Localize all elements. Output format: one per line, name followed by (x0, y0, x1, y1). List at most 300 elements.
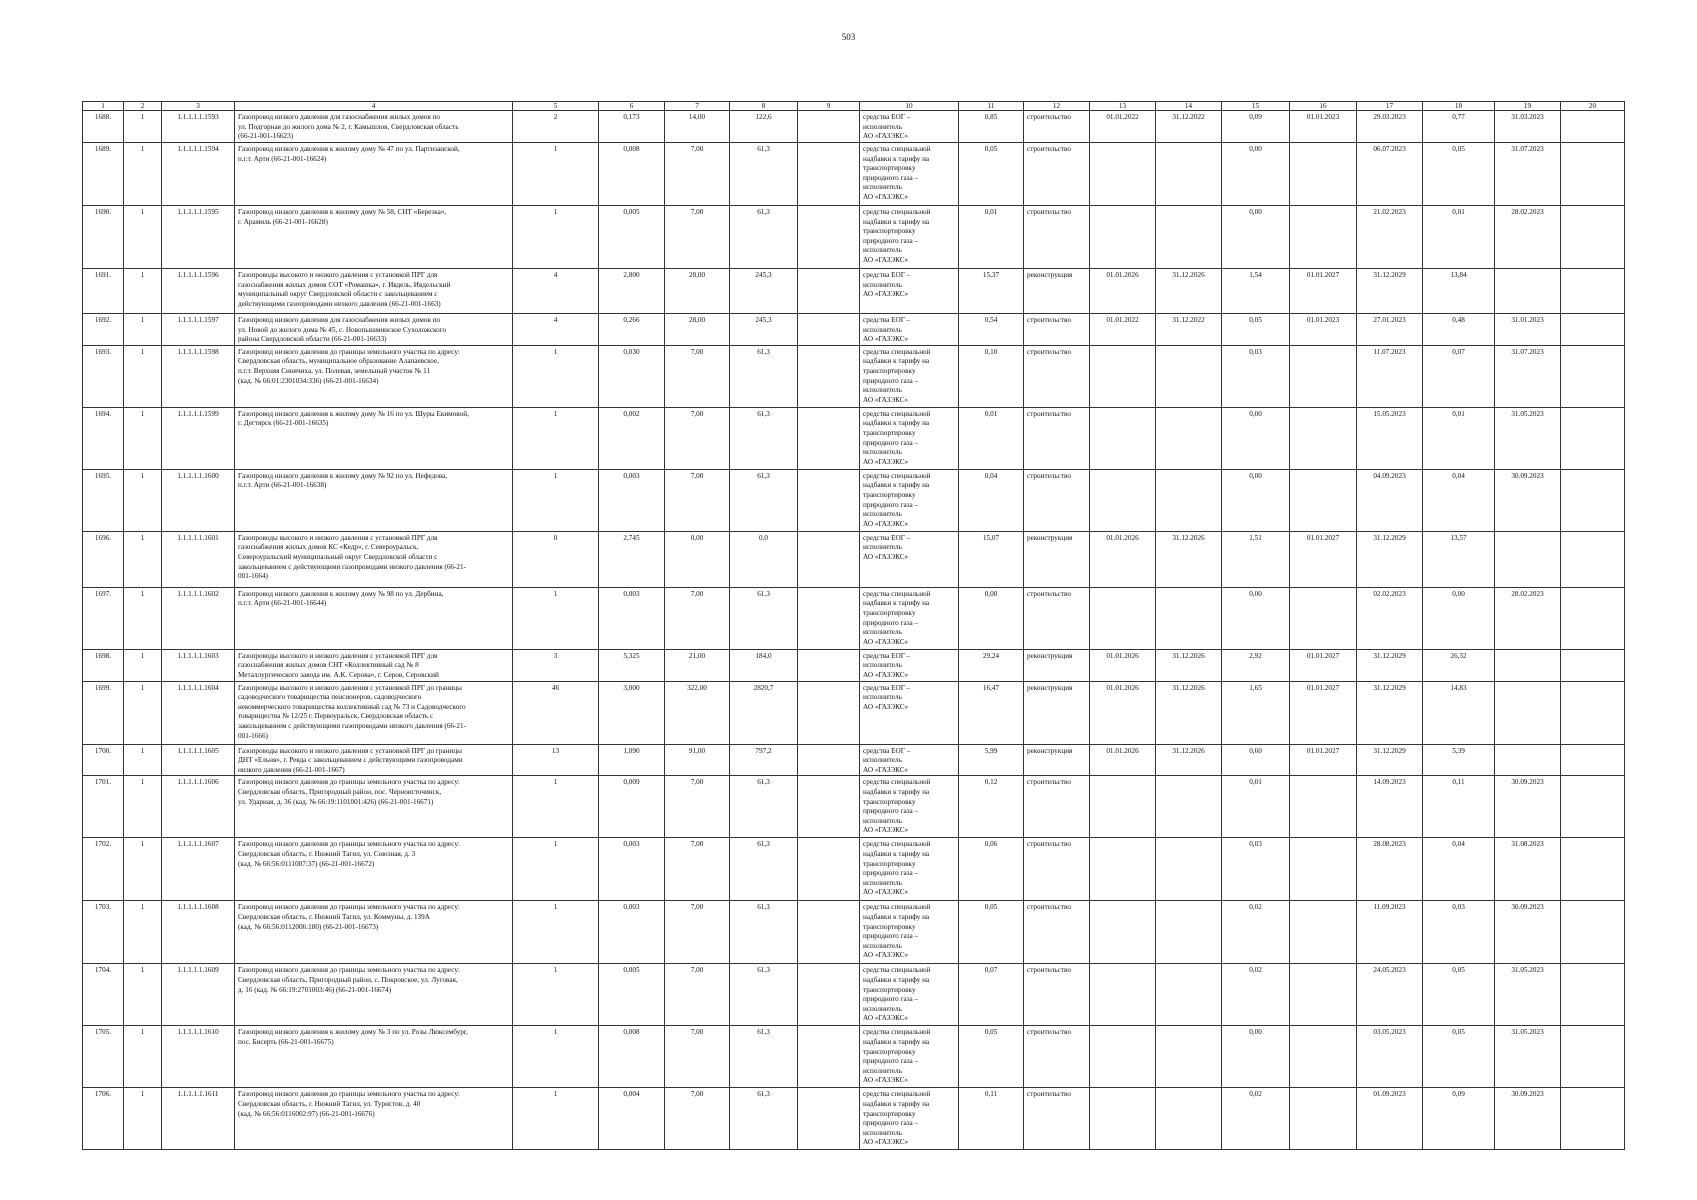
cell-value-col-7: 7,00 (665, 587, 730, 649)
cell-value-col-9 (798, 407, 860, 469)
cell-value-col-15: 0,09 (1222, 111, 1290, 143)
cell-value-col-15: 0,00 (1222, 407, 1290, 469)
cell-row-number: 1696. (83, 531, 124, 587)
cell-value-col-8: 61,3 (730, 143, 798, 206)
cell-funding-source: средства специальной надбавки к тарифу на транспортировку природного газа – исполнитель АО «ГАЗЭКС» (860, 901, 959, 964)
cell-value-col-9 (798, 587, 860, 649)
cell-project-description: Газопровод низкого давления для газоснабжения жилых домов по ул. Новой до жилого дома № 45, с. Новопышминское Сухоложского района Свердловской области (66-21-001-16633) (235, 314, 513, 346)
cell-date-col-19 (1495, 269, 1561, 314)
cell-end-date (1156, 345, 1222, 407)
cell-value-col-7: 7,00 (665, 1088, 730, 1150)
cell-project-description: Газопровод низкого давления к жилому дому № 98 по ул. Дербина, п.г.т. Арти (66-21-001-16644) (235, 587, 513, 649)
cell-value-col-18: 0,48 (1423, 314, 1495, 346)
cell-date-col-16: 01.01.2023 (1290, 314, 1357, 346)
cell-date-col-17: 27.01.2023 (1357, 314, 1423, 346)
cell-value-col-20 (1561, 649, 1625, 681)
cell-value-col-18: 14,83 (1423, 681, 1495, 744)
cell-value-col-6: 0,030 (599, 345, 665, 407)
cell-value-col-7: 28,00 (665, 269, 730, 314)
cell-date-col-16 (1290, 407, 1357, 469)
cell-value-col-8: 61,3 (730, 469, 798, 531)
cell-start-date (1090, 469, 1156, 531)
cell-date-col-17: 14.09.2023 (1357, 776, 1423, 838)
cell-value-col-5: 1 (513, 964, 599, 1026)
cell-row-number: 1699. (83, 681, 124, 744)
table-row (83, 1088, 1625, 1150)
cell-end-date: 31.12.2026 (1156, 269, 1222, 314)
cell-value-col-20 (1561, 1088, 1625, 1150)
cell-start-date (1090, 587, 1156, 649)
cell-value-col-9 (798, 206, 860, 269)
column-header-16: 16 (1290, 102, 1357, 111)
cell-date-col-16 (1290, 345, 1357, 407)
cell-value-col-11: 0,11 (959, 1088, 1024, 1150)
cell-row-number: 1695. (83, 469, 124, 531)
cell-value-col-9 (798, 143, 860, 206)
cell-work-type: реконструкция (1024, 269, 1090, 314)
cell-value-col-6: 2,745 (599, 531, 665, 587)
cell-value-col-9 (798, 964, 860, 1026)
cell-value-col-5: 1 (513, 901, 599, 964)
cell-project-code: 1.1.1.1.1.1596 (162, 269, 235, 314)
cell-date-col-19 (1495, 649, 1561, 681)
table-row (83, 206, 1625, 269)
cell-start-date (1090, 776, 1156, 838)
cell-category-code: 1 (124, 269, 162, 314)
cell-date-col-19 (1495, 744, 1561, 776)
cell-date-col-16 (1290, 206, 1357, 269)
cell-value-col-8: 184,0 (730, 649, 798, 681)
cell-project-code: 1.1.1.1.1.1599 (162, 407, 235, 469)
cell-start-date (1090, 1088, 1156, 1150)
cell-end-date: 31.12.2022 (1156, 111, 1222, 143)
cell-value-col-15: 0,01 (1222, 776, 1290, 838)
cell-end-date (1156, 901, 1222, 964)
cell-start-date (1090, 143, 1156, 206)
cell-work-type: реконструкция (1024, 744, 1090, 776)
cell-value-col-5: 2 (513, 111, 599, 143)
cell-project-description: Газопроводы высокого и низкого давления с установкой ПРГ для газоснабжения жилых домов КС «Кедр», г. Североуральск, Североуральский муниципальный округ Свердловской области с закольцеванием с действующими газопроводами низкого давления (66-21- 001-1664) (235, 531, 513, 587)
cell-date-col-16: 01.01.2023 (1290, 111, 1357, 143)
cell-end-date (1156, 206, 1222, 269)
cell-value-col-11: 0,85 (959, 111, 1024, 143)
cell-start-date: 01.01.2022 (1090, 111, 1156, 143)
cell-work-type: реконструкция (1024, 681, 1090, 744)
cell-date-col-19: 30.09.2023 (1495, 776, 1561, 838)
cell-work-type: реконструкция (1024, 531, 1090, 587)
table-row (83, 111, 1625, 143)
cell-date-col-19: 30.09.2023 (1495, 1088, 1561, 1150)
cell-project-code: 1.1.1.1.1.1598 (162, 345, 235, 407)
cell-value-col-5: 13 (513, 744, 599, 776)
cell-value-col-11: 0,05 (959, 901, 1024, 964)
cell-category-code: 1 (124, 1026, 162, 1088)
cell-project-code: 1.1.1.1.1.1610 (162, 1026, 235, 1088)
cell-value-col-11: 29,24 (959, 649, 1024, 681)
cell-value-col-20 (1561, 143, 1625, 206)
cell-value-col-9 (798, 681, 860, 744)
cell-date-col-17: 04.09.2023 (1357, 469, 1423, 531)
cell-end-date (1156, 469, 1222, 531)
cell-date-col-17: 31.12.2029 (1357, 531, 1423, 587)
cell-date-col-19: 31.05.2023 (1495, 407, 1561, 469)
cell-start-date: 01.01.2026 (1090, 531, 1156, 587)
cell-date-col-17: 01.09.2023 (1357, 1088, 1423, 1150)
cell-date-col-19: 30.09.2023 (1495, 901, 1561, 964)
cell-date-col-19: 31.01.2023 (1495, 314, 1561, 346)
table-row (83, 469, 1625, 531)
column-header-6: 6 (599, 102, 665, 111)
cell-value-col-15: 0,05 (1222, 314, 1290, 346)
cell-project-code: 1.1.1.1.1.1609 (162, 964, 235, 1026)
cell-date-col-17: 31.12.2029 (1357, 649, 1423, 681)
table-row (83, 531, 1625, 587)
cell-project-description: Газопроводы высокого и низкого давления с установкой ПРГ до границы садоводческого товарищества пенсионеров, садоводческого некоммерческого товарищества коллективный сад № 73 и Садоводческого товарищества № 12/25 г. Первоуральск, Свердловская область с закольцеванием с действующими газопроводами низкого давления (66-21- 001-1666) (235, 681, 513, 744)
cell-row-number: 1701. (83, 776, 124, 838)
table-row (83, 681, 1625, 744)
cell-date-col-16 (1290, 964, 1357, 1026)
cell-value-col-18: 0,03 (1423, 901, 1495, 964)
cell-category-code: 1 (124, 776, 162, 838)
cell-value-col-9 (798, 531, 860, 587)
cell-project-code: 1.1.1.1.1.1607 (162, 838, 235, 901)
cell-value-col-15: 1,54 (1222, 269, 1290, 314)
cell-value-col-8: 61,3 (730, 1088, 798, 1150)
cell-value-col-9 (798, 1026, 860, 1088)
cell-value-col-15: 0,02 (1222, 964, 1290, 1026)
cell-value-col-7: 28,00 (665, 314, 730, 346)
cell-category-code: 1 (124, 469, 162, 531)
cell-category-code: 1 (124, 681, 162, 744)
cell-date-col-17: 02.02.2023 (1357, 587, 1423, 649)
column-header-5: 5 (513, 102, 599, 111)
cell-row-number: 1705. (83, 1026, 124, 1088)
cell-value-col-5: 1 (513, 587, 599, 649)
table-row (83, 143, 1625, 206)
cell-date-col-17: 31.12.2029 (1357, 269, 1423, 314)
cell-start-date (1090, 964, 1156, 1026)
cell-project-description: Газопровод низкого давления до границы земельного участка по адресу: Свердловская область, г. Нижний Тагил, ул. Союзная, д. 3 (кад. № 66:56:0111007:37) (66-21-001-16672) (235, 838, 513, 901)
cell-category-code: 1 (124, 407, 162, 469)
cell-value-col-6: 0,008 (599, 143, 665, 206)
cell-row-number: 1693. (83, 345, 124, 407)
cell-start-date (1090, 345, 1156, 407)
cell-value-col-20 (1561, 314, 1625, 346)
cell-work-type: строительство (1024, 838, 1090, 901)
cell-start-date (1090, 206, 1156, 269)
cell-value-col-18: 0,00 (1423, 587, 1495, 649)
cell-project-code: 1.1.1.1.1.1601 (162, 531, 235, 587)
cell-category-code: 1 (124, 1088, 162, 1150)
table-row (83, 744, 1625, 776)
cell-funding-source: средства ЕОГ – исполнитель АО «ГАЗЭКС» (860, 744, 959, 776)
cell-end-date: 31.12.2026 (1156, 744, 1222, 776)
cell-value-col-20 (1561, 1026, 1625, 1088)
cell-start-date (1090, 1026, 1156, 1088)
cell-date-col-17: 06.07.2023 (1357, 143, 1423, 206)
cell-value-col-8: 61,3 (730, 964, 798, 1026)
cell-row-number: 1691. (83, 269, 124, 314)
cell-category-code: 1 (124, 838, 162, 901)
cell-start-date (1090, 838, 1156, 901)
cell-value-col-15: 0,00 (1222, 1026, 1290, 1088)
cell-date-col-16: 01.01.2027 (1290, 744, 1357, 776)
cell-funding-source: средства ЕОГ – исполнитель АО «ГАЗЭКС» (860, 269, 959, 314)
cell-value-col-20 (1561, 469, 1625, 531)
cell-date-col-17: 24.05.2023 (1357, 964, 1423, 1026)
cell-value-col-7: 7,00 (665, 407, 730, 469)
column-header-8: 8 (730, 102, 798, 111)
cell-value-col-5: 1 (513, 838, 599, 901)
cell-date-col-16 (1290, 469, 1357, 531)
cell-value-col-11: 0,00 (959, 587, 1024, 649)
cell-value-col-7: 14,00 (665, 111, 730, 143)
cell-project-description: Газопровод низкого давления к жилому дому № 3 по ул. Розы Люксембург, пос. Бисерть (66-21-001-16675) (235, 1026, 513, 1088)
cell-date-col-19: 28.02.2023 (1495, 587, 1561, 649)
cell-date-col-17: 15.05.2023 (1357, 407, 1423, 469)
cell-funding-source: средства ЕОГ – исполнитель АО «ГАЗЭКС» (860, 531, 959, 587)
column-header-10: 10 (860, 102, 959, 111)
cell-value-col-20 (1561, 269, 1625, 314)
cell-value-col-9 (798, 1088, 860, 1150)
cell-project-code: 1.1.1.1.1.1606 (162, 776, 235, 838)
cell-value-col-18: 0,04 (1423, 469, 1495, 531)
cell-value-col-11: 0,12 (959, 776, 1024, 838)
cell-start-date: 01.01.2026 (1090, 681, 1156, 744)
cell-project-code: 1.1.1.1.1.1600 (162, 469, 235, 531)
cell-value-col-7: 0,00 (665, 531, 730, 587)
cell-value-col-5: 46 (513, 681, 599, 744)
cell-value-col-11: 15,37 (959, 269, 1024, 314)
cell-row-number: 1689. (83, 143, 124, 206)
cell-project-code: 1.1.1.1.1.1605 (162, 744, 235, 776)
page-number: 503 (841, 32, 856, 42)
cell-value-col-9 (798, 744, 860, 776)
cell-category-code: 1 (124, 111, 162, 143)
cell-date-col-17: 28.08.2023 (1357, 838, 1423, 901)
column-header-3: 3 (162, 102, 235, 111)
cell-value-col-18: 0,77 (1423, 111, 1495, 143)
cell-value-col-15: 1,65 (1222, 681, 1290, 744)
table-body (83, 111, 1625, 1150)
cell-funding-source: средства ЕОГ – исполнитель АО «ГАЗЭКС» (860, 649, 959, 681)
cell-value-col-8: 122,6 (730, 111, 798, 143)
cell-value-col-9 (798, 901, 860, 964)
cell-date-col-17: 29.03.2023 (1357, 111, 1423, 143)
cell-value-col-18: 0,05 (1423, 964, 1495, 1026)
cell-value-col-6: 1,090 (599, 744, 665, 776)
cell-value-col-15: 0,00 (1222, 206, 1290, 269)
cell-value-col-15: 2,92 (1222, 649, 1290, 681)
cell-date-col-19: 31.08.2023 (1495, 838, 1561, 901)
cell-value-col-11: 0,54 (959, 314, 1024, 346)
cell-project-description: Газопровод низкого давления до границы земельного участка по адресу: Свердловская область, муниципальное образование Алапаевское, п.г.т. Верхняя Синячиха, ул. Полевая, земельный участок № 11 (кад. № 66:01:2301034:336) (66-21-001-16634) (235, 345, 513, 407)
cell-row-number: 1698. (83, 649, 124, 681)
cell-date-col-17: 03.05.2023 (1357, 1026, 1423, 1088)
cell-value-col-6: 0,002 (599, 407, 665, 469)
cell-date-col-19: 31.05.2023 (1495, 1026, 1561, 1088)
cell-value-col-6: 0,005 (599, 206, 665, 269)
cell-end-date: 31.12.2026 (1156, 649, 1222, 681)
cell-value-col-8: 61,3 (730, 206, 798, 269)
cell-project-code: 1.1.1.1.1.1602 (162, 587, 235, 649)
cell-category-code: 1 (124, 143, 162, 206)
cell-date-col-19 (1495, 681, 1561, 744)
cell-funding-source: средства специальной надбавки к тарифу на транспортировку природного газа – исполнитель АО «ГАЗЭКС» (860, 776, 959, 838)
cell-end-date: 31.12.2026 (1156, 681, 1222, 744)
column-header-9: 9 (798, 102, 860, 111)
cell-value-col-9 (798, 345, 860, 407)
cell-value-col-18: 26,32 (1423, 649, 1495, 681)
cell-value-col-15: 0,60 (1222, 744, 1290, 776)
cell-value-col-9 (798, 111, 860, 143)
cell-start-date: 01.01.2026 (1090, 744, 1156, 776)
cell-value-col-6: 0,003 (599, 469, 665, 531)
cell-value-col-18: 0,01 (1423, 407, 1495, 469)
cell-value-col-6: 0,003 (599, 587, 665, 649)
cell-value-col-9 (798, 314, 860, 346)
cell-funding-source: средства специальной надбавки к тарифу на транспортировку природного газа – исполнитель АО «ГАЗЭКС» (860, 1026, 959, 1088)
cell-category-code: 1 (124, 531, 162, 587)
column-header-14: 14 (1156, 102, 1222, 111)
cell-project-code: 1.1.1.1.1.1608 (162, 901, 235, 964)
cell-value-col-8: 61,3 (730, 345, 798, 407)
cell-value-col-11: 0,01 (959, 407, 1024, 469)
cell-value-col-6: 5,325 (599, 649, 665, 681)
cell-date-col-16 (1290, 587, 1357, 649)
cell-work-type: строительство (1024, 143, 1090, 206)
cell-value-col-6: 0,005 (599, 964, 665, 1026)
cell-end-date (1156, 776, 1222, 838)
cell-value-col-7: 322,00 (665, 681, 730, 744)
cell-project-code: 1.1.1.1.1.1593 (162, 111, 235, 143)
cell-date-col-16 (1290, 901, 1357, 964)
cell-row-number: 1692. (83, 314, 124, 346)
cell-row-number: 1704. (83, 964, 124, 1026)
cell-value-col-5: 1 (513, 345, 599, 407)
cell-category-code: 1 (124, 206, 162, 269)
cell-end-date (1156, 1088, 1222, 1150)
cell-value-col-8: 61,3 (730, 1026, 798, 1088)
cell-category-code: 1 (124, 587, 162, 649)
cell-date-col-17: 11.07.2023 (1357, 345, 1423, 407)
cell-value-col-8: 2820,7 (730, 681, 798, 744)
cell-value-col-8: 61,3 (730, 901, 798, 964)
cell-value-col-20 (1561, 744, 1625, 776)
cell-value-col-11: 0,10 (959, 345, 1024, 407)
cell-value-col-5: 1 (513, 143, 599, 206)
cell-value-col-18: 0,01 (1423, 206, 1495, 269)
cell-funding-source: средства ЕОГ – исполнитель АО «ГАЗЭКС» (860, 314, 959, 346)
cell-value-col-18: 0,04 (1423, 838, 1495, 901)
column-header-2: 2 (124, 102, 162, 111)
cell-row-number: 1702. (83, 838, 124, 901)
cell-row-number: 1697. (83, 587, 124, 649)
cell-date-col-17: 11.09.2023 (1357, 901, 1423, 964)
cell-project-description: Газопровод низкого давления к жилому дому № 58, СНТ «Березка», г. Арамиль (66-21-001-16628) (235, 206, 513, 269)
cell-work-type: строительство (1024, 964, 1090, 1026)
cell-value-col-11: 0,06 (959, 838, 1024, 901)
cell-value-col-6: 0,003 (599, 901, 665, 964)
cell-funding-source: средства специальной надбавки к тарифу на транспортировку природного газа – исполнитель АО «ГАЗЭКС» (860, 838, 959, 901)
cell-row-number: 1706. (83, 1088, 124, 1150)
cell-start-date (1090, 901, 1156, 964)
cell-end-date (1156, 1026, 1222, 1088)
cell-value-col-9 (798, 269, 860, 314)
cell-value-col-20 (1561, 838, 1625, 901)
column-header-4: 4 (235, 102, 513, 111)
cell-funding-source: средства специальной надбавки к тарифу на транспортировку природного газа – исполнитель АО «ГАЗЭКС» (860, 964, 959, 1026)
column-header-7: 7 (665, 102, 730, 111)
column-number-row (83, 102, 1625, 111)
cell-project-description: Газопроводы высокого и низкого давления с установкой ПРГ для газоснабжения жилых домов СОТ «Ромашка», г. Ивдель, Ивдельский муниципальный округ Свердловской области с закольцеванием с действующими газопроводами низкого давления (66-21-001-1663) (235, 269, 513, 314)
cell-work-type: строительство (1024, 901, 1090, 964)
cell-value-col-15: 0,03 (1222, 838, 1290, 901)
cell-value-col-11: 0,01 (959, 206, 1024, 269)
cell-value-col-7: 7,00 (665, 838, 730, 901)
cell-category-code: 1 (124, 314, 162, 346)
cell-date-col-16 (1290, 1088, 1357, 1150)
cell-project-code: 1.1.1.1.1.1594 (162, 143, 235, 206)
cell-value-col-11: 0,04 (959, 469, 1024, 531)
cell-start-date (1090, 407, 1156, 469)
cell-value-col-8: 61,3 (730, 838, 798, 901)
cell-value-col-8: 61,3 (730, 776, 798, 838)
column-header-20: 20 (1561, 102, 1625, 111)
cell-value-col-20 (1561, 407, 1625, 469)
investment-table-wrapper (82, 101, 1614, 1150)
table-row (83, 587, 1625, 649)
cell-value-col-8: 245,3 (730, 269, 798, 314)
cell-value-col-18: 13,84 (1423, 269, 1495, 314)
cell-date-col-19: 30.09.2023 (1495, 469, 1561, 531)
cell-date-col-16 (1290, 838, 1357, 901)
cell-project-description: Газопроводы высокого и низкого давления с установкой ПРГ для газоснабжения жилых домов СНТ «Коллективный сад № 8 Металлургического завода им. А.К. Серова», г. Серов, Серовский (235, 649, 513, 681)
cell-value-col-20 (1561, 776, 1625, 838)
cell-project-description: Газопровод низкого давления к жилому дому № 92 по ул. Нефедова, п.г.т. Арти (66-21-001-16638) (235, 469, 513, 531)
cell-value-col-11: 0,05 (959, 143, 1024, 206)
cell-value-col-11: 0,05 (959, 1026, 1024, 1088)
cell-value-col-6: 0,009 (599, 776, 665, 838)
column-header-18: 18 (1423, 102, 1495, 111)
cell-date-col-16 (1290, 776, 1357, 838)
cell-value-col-15: 0,00 (1222, 143, 1290, 206)
column-header-1: 1 (83, 102, 124, 111)
cell-work-type: строительство (1024, 314, 1090, 346)
cell-end-date: 31.12.2026 (1156, 531, 1222, 587)
cell-value-col-20 (1561, 111, 1625, 143)
cell-end-date (1156, 143, 1222, 206)
cell-value-col-7: 91,00 (665, 744, 730, 776)
table-row (83, 314, 1625, 346)
table-row (83, 776, 1625, 838)
cell-value-col-15: 1,51 (1222, 531, 1290, 587)
column-header-12: 12 (1024, 102, 1090, 111)
cell-work-type: строительство (1024, 345, 1090, 407)
cell-project-description: Газопроводы высокого и низкого давления с установкой ПРГ до границы ДНТ «Ельня», г. Ревда с закольцеванием с действующими газопроводами низкого давления (66-21-001-1667) (235, 744, 513, 776)
cell-value-col-15: 0,00 (1222, 469, 1290, 531)
cell-value-col-7: 7,00 (665, 901, 730, 964)
cell-date-col-19 (1495, 531, 1561, 587)
cell-value-col-8: 797,2 (730, 744, 798, 776)
cell-value-col-5: 1 (513, 469, 599, 531)
cell-value-col-7: 7,00 (665, 206, 730, 269)
cell-value-col-6: 0,266 (599, 314, 665, 346)
cell-project-code: 1.1.1.1.1.1595 (162, 206, 235, 269)
cell-funding-source: средства специальной надбавки к тарифу на транспортировку природного газа – исполнитель АО «ГАЗЭКС» (860, 469, 959, 531)
cell-value-col-18: 13,57 (1423, 531, 1495, 587)
cell-value-col-7: 7,00 (665, 345, 730, 407)
